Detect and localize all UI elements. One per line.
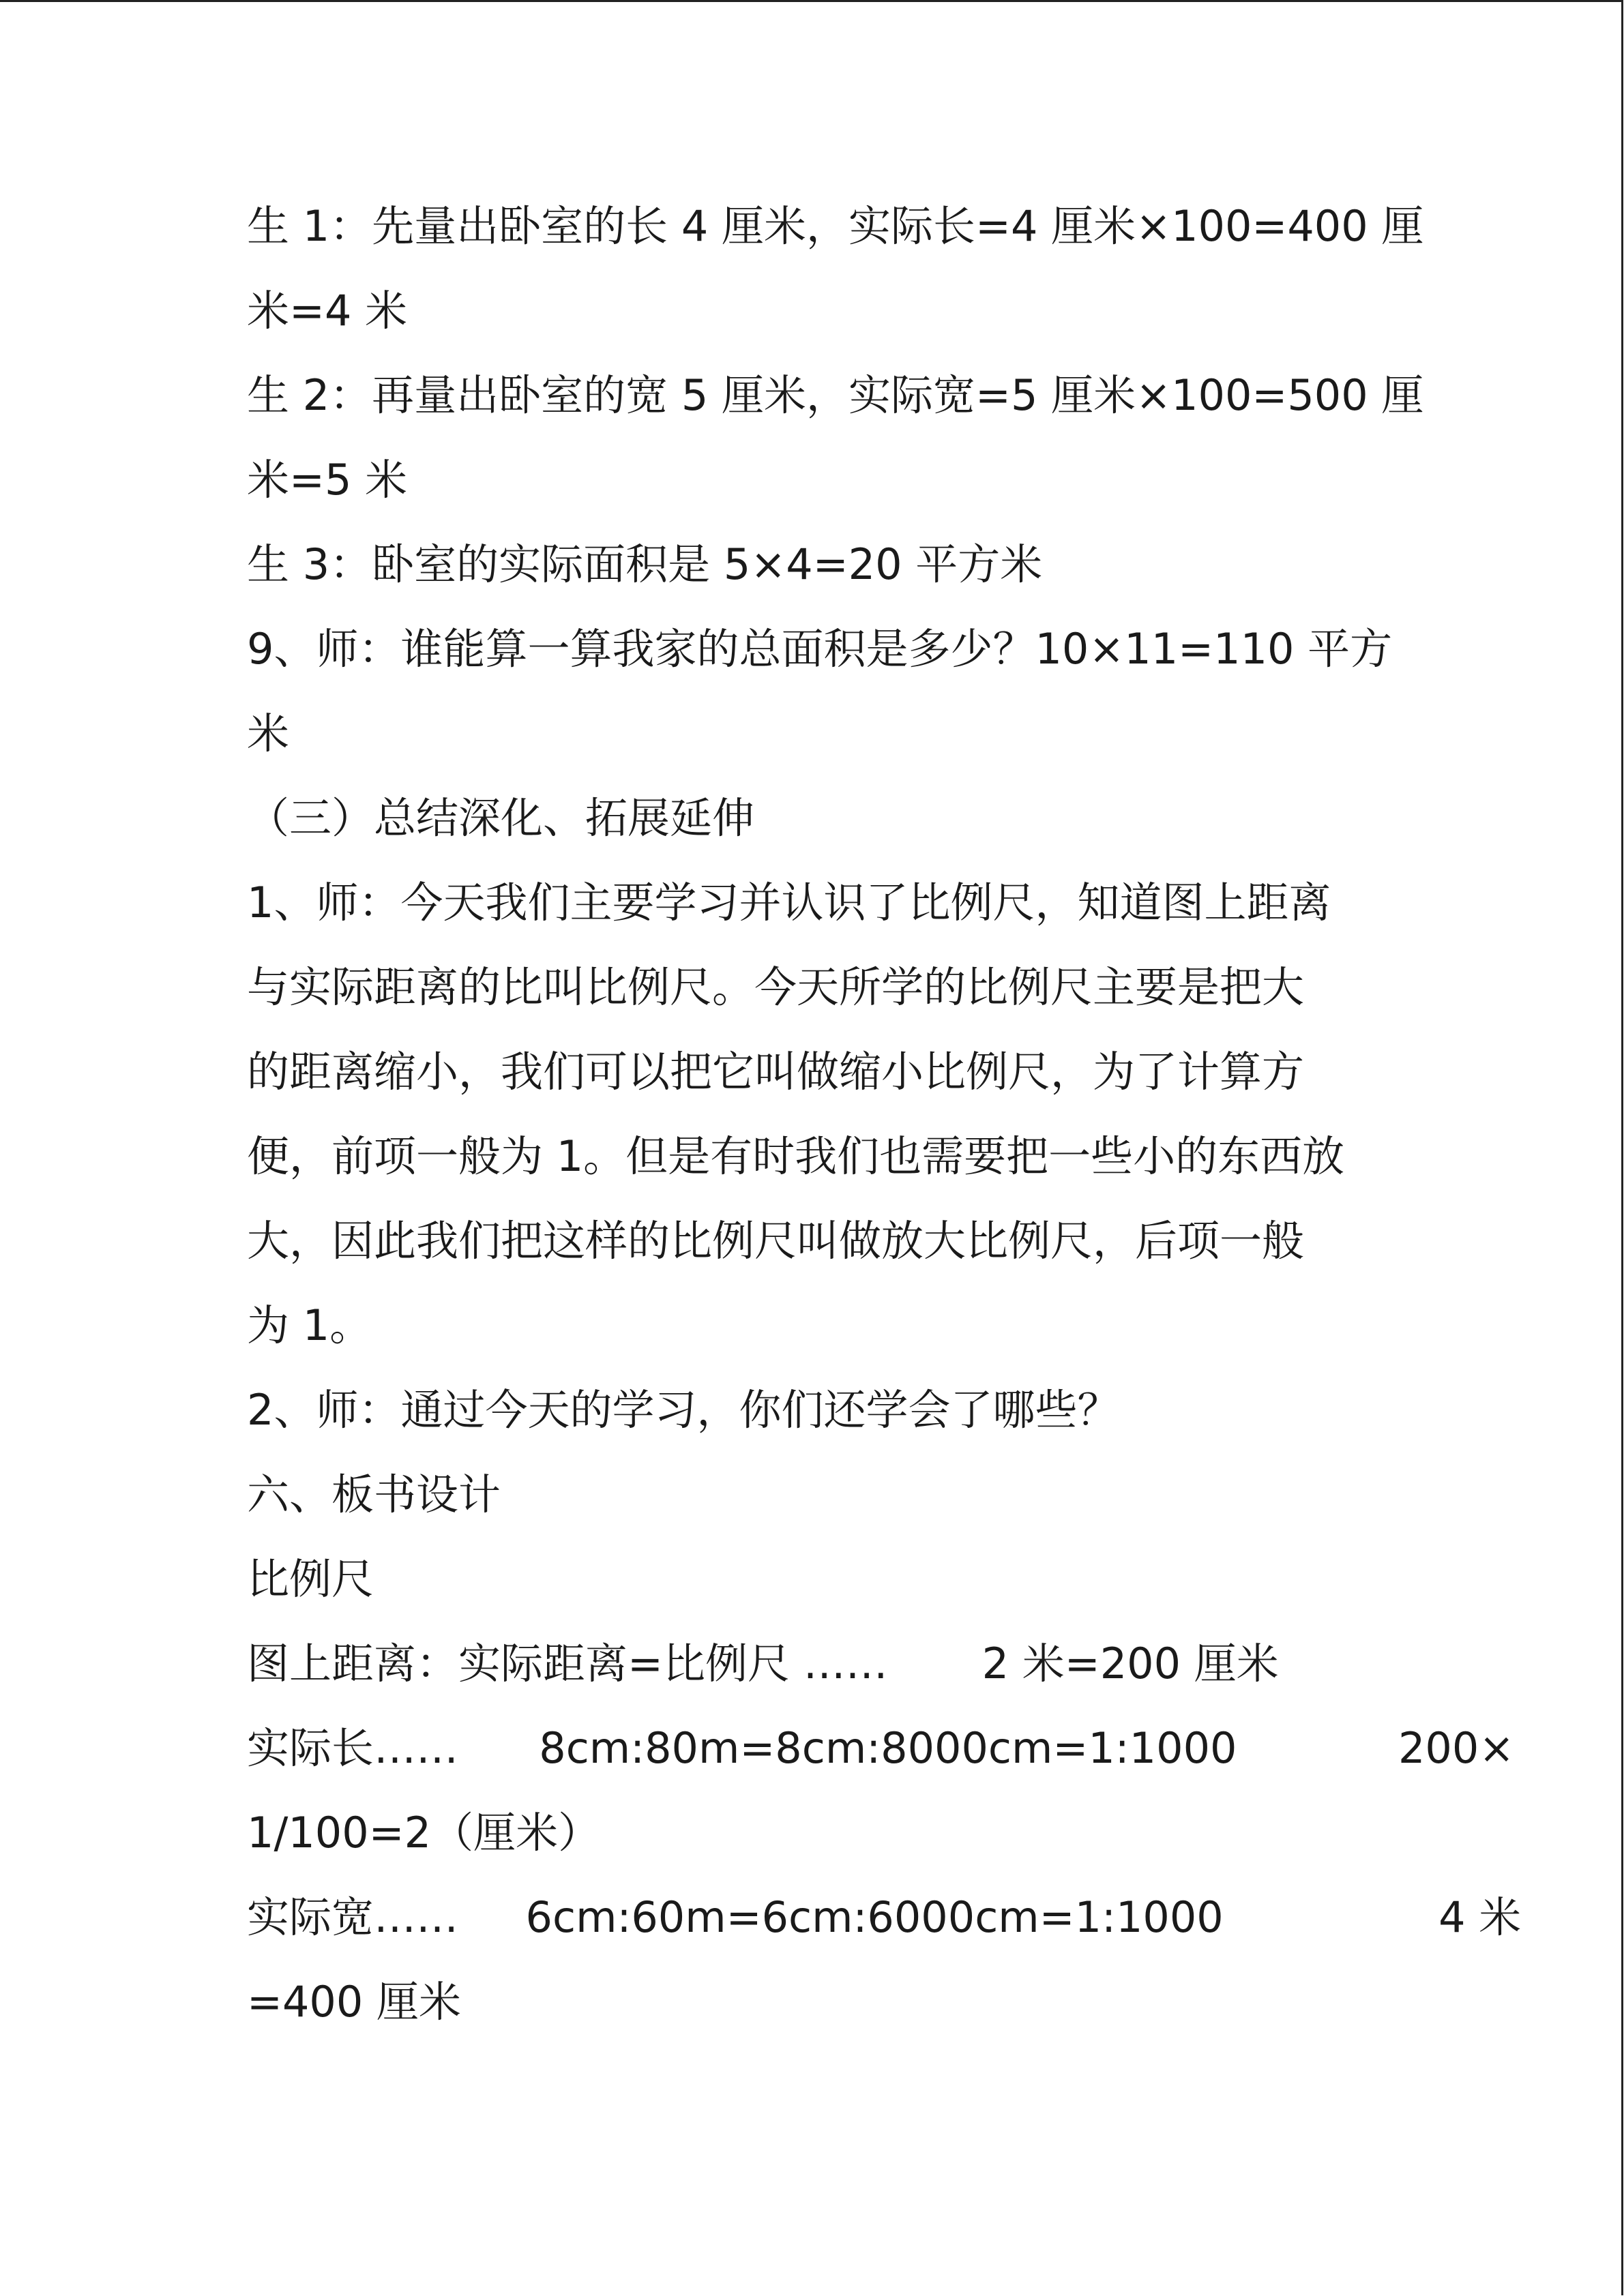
text-line: 米=5 米	[247, 455, 408, 505]
text-line: 图上距离：实际距离=比例尺 …… 2 米=200 厘米	[247, 1639, 1279, 1688]
text-line: 米=4 米	[247, 286, 408, 336]
text-line: 的距离缩小，我们可以把它叫做缩小比例尺，为了计算方	[247, 1047, 1305, 1097]
board-title: 比例尺	[247, 1554, 374, 1604]
text-line: 生 3：卧室的实际面积是 5×4=20 平方米	[247, 539, 1043, 589]
text-line: 大，因此我们把这样的比例尺叫做放大比例尺，后项一般	[247, 1216, 1305, 1266]
text-line: 生 2：再量出卧室的宽 5 厘米，实际宽=5 厘米×100=500 厘	[247, 370, 1424, 420]
text-line: 9、师：谁能算一算我家的总面积是多少？10×11=110 平方	[247, 624, 1393, 674]
text-line: 2、师：通过今天的学习，你们还学会了哪些？	[247, 1385, 1120, 1435]
text-line: 为 1。	[247, 1300, 372, 1350]
text-line: 与实际距离的比叫比例尺。今天所学的比例尺主要是把大	[247, 962, 1305, 1012]
section-heading: （三）总结深化、拓展延伸	[247, 793, 755, 843]
section-heading: 六、板书设计	[247, 1470, 501, 1519]
text-line: 1、师：今天我们主要学习并认识了比例尺，知道图上距离	[247, 878, 1331, 927]
text-line: =400 厘米	[247, 1977, 461, 2027]
text-line: 实际宽…… 6cm:60m=6cm:6000cm=1:1000 4 米	[247, 1892, 1522, 1942]
text-line: 实际长…… 8cm:80m=8cm:8000cm=1:1000 200×	[247, 1723, 1515, 1773]
text-line: 便，前项一般为 1。但是有时我们也需要把一些小的东西放	[247, 1131, 1345, 1181]
text-line: 生 1：先量出卧室的长 4 厘米，实际长=4 厘米×100=400 厘	[247, 201, 1424, 251]
text-line: 米	[247, 709, 290, 758]
text-line: 1/100=2（厘米）	[247, 1808, 601, 1858]
